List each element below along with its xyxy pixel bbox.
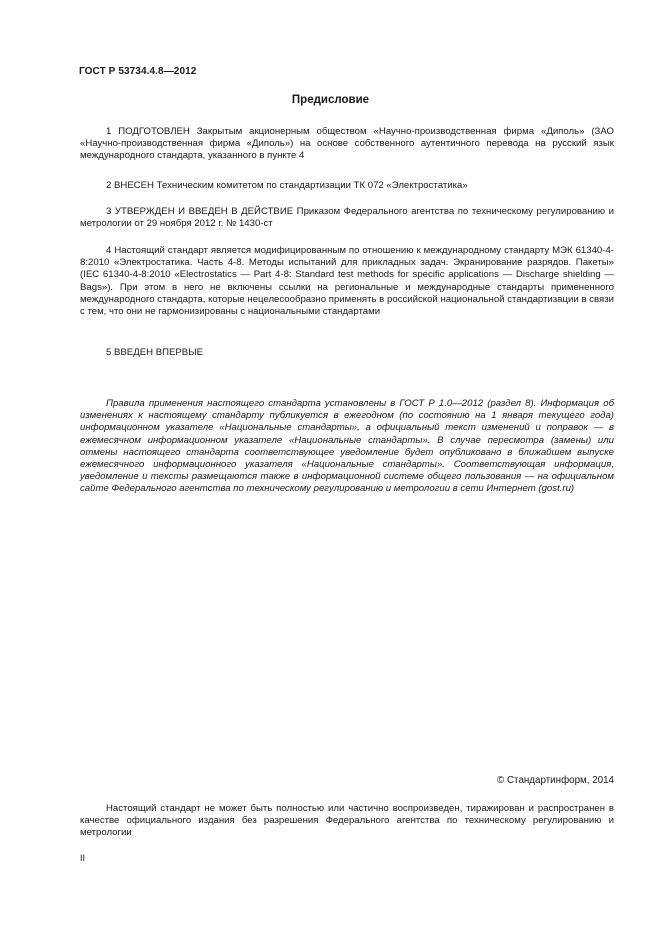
preface-item-4: 4 Настоящий стандарт является модифицированным по отношению к международному стандарту МЭК 61340-4-8:2010 «Электростатика. Часть 4-8. Методы испытаний для прикладных задач. Экранирование разрядов. Пакеты» (IEC 61340-4-8:2010 «Electrostatics — Part 4-8: Standard test methods for specific applications — Discharge shielding — Bags»). При этом в него не включены ссылки на региональные и международные стандарты примененного международного стандарта, которые нецелесообразно применять в российской национальной стандартизации в связи с тем, что они не гармонизированы с национальными стандартами [80,245,614,318]
preface-item-3: 3 УТВЕРЖДЕН И ВВЕДЕН В ДЕЙСТВИЕ Приказом Федерального агентства по техническому регулированию и метрологии от 29 ноября 2012 г. № 1430-ст [80,206,614,230]
reproduction-notice: Настоящий стандарт не может быть полностью или частично воспроизведен, тиражирован и распространен в качестве официального издания без разрешения Федерального агентства по техническому регулированию и метрологии [80,803,614,839]
standard-code: ГОСТ Р 53734.4.8—2012 [79,66,197,77]
preface-item-1: 1 ПОДГОТОВЛЕН Закрытым акционерным обществом «Научно-производственная фирма «Диполь» (ЗАО «Научно-производственная фирма «Диполь») на основе собственного аутентичного перевода на русский язык международного стандарта, указанного в пункте 4 [80,126,614,162]
copyright: © Стандартинформ, 2014 [497,775,614,786]
preface-item-5: 5 ВВЕДЕН ВПЕРВЫЕ [106,347,204,358]
page-title: Предисловие [291,94,370,106]
page-number: II [80,853,86,863]
preface-item-2: 2 ВНЕСЕН Техническим комитетом по стандартизации ТК 072 «Электростатика» [106,180,468,191]
application-rules-notice: Правила применения настоящего стандарта установлены в ГОСТ Р 1.0—2012 (раздел 8). Информация об изменениях к настоящему стандарту публикуется в ежегодном (по состоянию на 1 января текущего года) информационном указателе «Национальные стандарты», а официальный текст изменений и поправок — в ежемесячном информационном указателе «Национальные стандарты». В случае пересмотра (замены) или отмены настоящего стандарта соответствующее уведомление будет опубликовано в ближайшем выпуске ежемесячного информационного указателя «Национальные стандарты». Соответствующая информация, уведомление и тексты размещаются также в информационной системе общего пользования — на официальном сайте Федерального агентства по техническому регулированию и метрологии в сети Интернет (gost.ru) [80,398,614,495]
